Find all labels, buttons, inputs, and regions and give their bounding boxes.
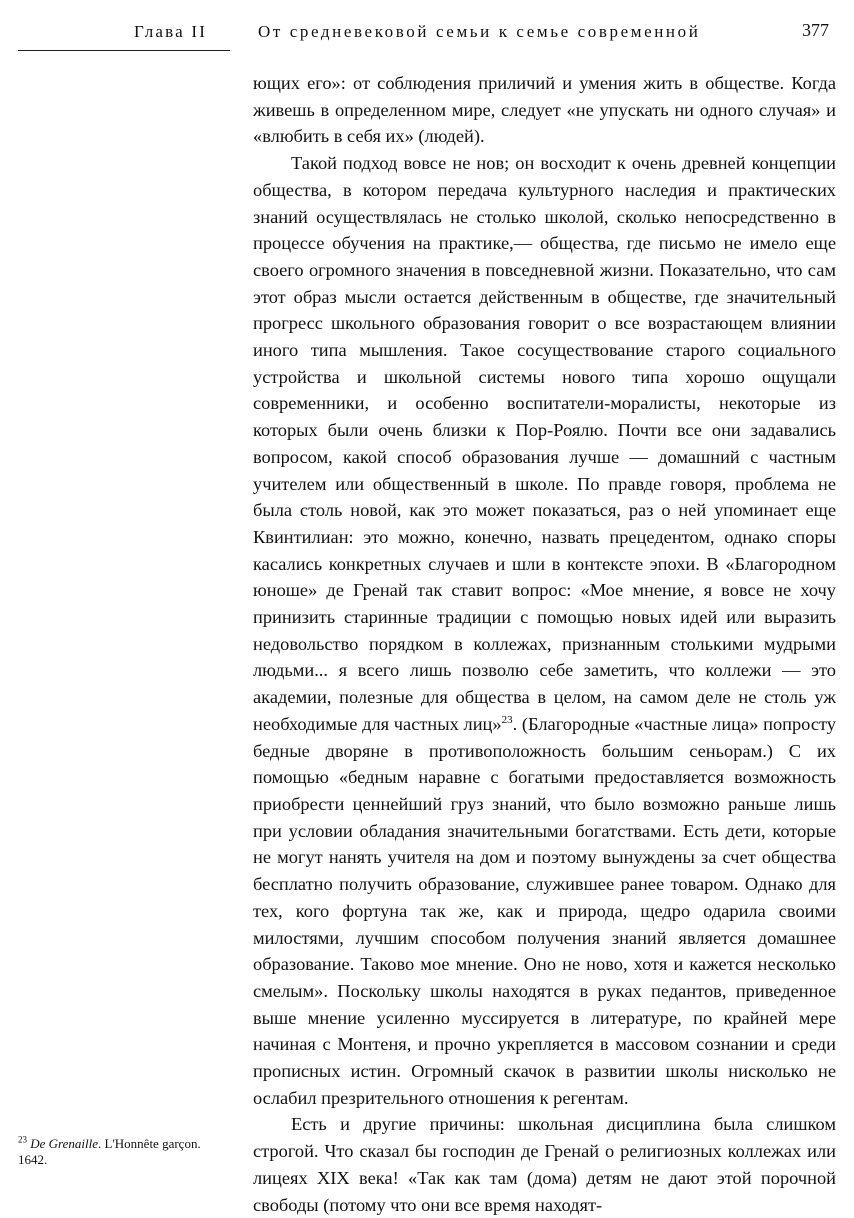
chapter-label: Глава II <box>134 22 208 41</box>
main-text <box>253 70 836 1218</box>
page-number: 377 <box>802 20 829 40</box>
chapter-title: От средневековой семьи к семье современной <box>258 22 701 41</box>
footnote-mark: 23 <box>18 1134 27 1145</box>
header-rule <box>18 50 230 51</box>
footnote-ref: 23 <box>501 713 513 726</box>
paragraph <box>253 150 836 1111</box>
paragraph: Есть и другие причины: школьная дисциплина была слишком строгой. Что сказал бы господин де Гренай о религиозных коллежах или лицеях XIX века! «Так как там (дома) детям не дают этой порочной свободы (потому что они все время находят- <box>253 1114 836 1215</box>
running-head <box>0 16 854 56</box>
footnote <box>18 1136 230 1168</box>
paragraph: ющих его»: от соблюдения приличий и умения жить в обществе. Когда живешь в определенном мире, следует «не упускать ни одного случая» и «влюбить в себя их» (людей). <box>253 73 836 147</box>
paragraph-text: . (Благородные «частные лица» попросту бедные дворяне в противоположность большим сеньорам.) С их помощью «бедным наравне с богатыми предоставляется возможность приобрести ценнейший груз знаний, что было возможно раньше лишь при условии обладания значительными богатствами. Есть дети, которые не могут нанять учителя на дом и поэтому вынуждены за счет общества бесплатно получить образование, служившее ранее товаром. Однако для тех, кого фортуна так же, как и природа, щедро одарила своими милостями, лучшим способом получения знаний является домашнее образование. Таково мое мнение. Оно не ново, хотя и кажется несколько смелым». Поскольку школы находятся в руках педантов, приведенное выше мнение усиленно муссируется в литературе, по крайней мере начиная с Монтеня, и прочно укрепляется в массовом сознании и среди прописных истин. Огромный скачок в развитии школы нисколько не ослабил презрительного отношения к регентам. <box>253 713 836 1108</box>
footnote-author: De Grenaille <box>30 1136 98 1151</box>
paragraph-text: Такой подход вовсе не нов; он восходит к очень древней концепции общества, в котором передача культурного наследия и практических знаний осуществлялась не столько школой, сколько непосредственно в процессе обучения на практике,— общества, где письмо не имело еще своего огромного значения в повседневной жизни. Показательно, что сам этот образ мысли остается действенным в обществе, где значительный прогресс школьного образования говорит о все возрастающем влиянии иного типа мышления. Такое сосуществование старого социального устройства и школьной системы нового типа хорошо ощущали современники, и особенно воспитатели-моралисты, некоторые из которых были очень близки к Пор-Роялю. Почти все они задавались вопросом, какой способ образования лучше — домашний с частным учителем или общественный в школе. По правде говоря, проблема не была столь новой, как это может показаться, раз о ней упоминает еще Квинтилиан: это можно, конечно, назвать прецедентом, однако споры касались конкретных случаев и шли в контексте эпохи. В «Благородном юноше» де Гренай так ставит вопрос: «Мое мнение, я вовсе не хочу принизить старинные традиции с помощью новых идей или выразить недовольство порядком в коллежах, признанным столькими мудрыми людьми... я всего лишь позволю себе заметить, что коллежи — это академии, полезные для общества в целом, на самом деле не столь уж необходимые для частных лиц» <box>253 153 836 734</box>
footnote-text: . L'Honnête garçon. 1642. <box>18 1136 201 1167</box>
